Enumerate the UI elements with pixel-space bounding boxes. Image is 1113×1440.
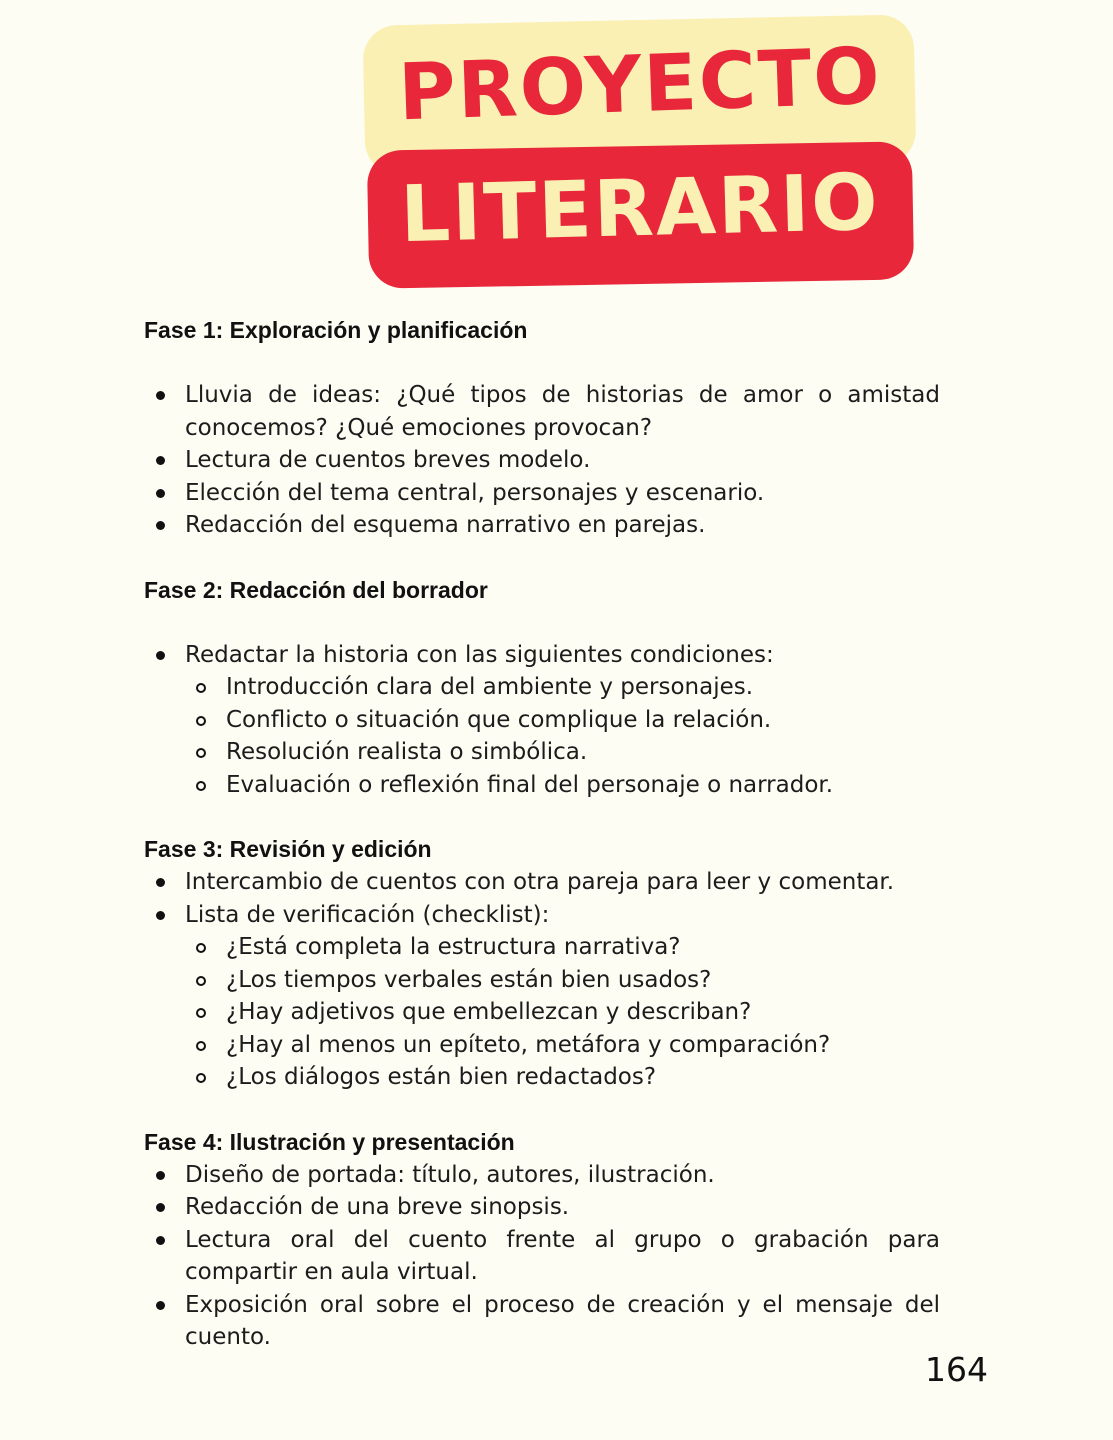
- sub-list: [185, 931, 940, 1094]
- list-item-text: Lista de verificación (checklist):: [185, 901, 550, 928]
- phase-3: [144, 833, 940, 1094]
- list-item: Intercambio de cuentos con otra pareja para leer y comentar.: [144, 866, 940, 899]
- sub-list-item: ¿Está completa la estructura narrativa?: [185, 931, 940, 964]
- phase-title: Fase 1: Exploración y planificación: [144, 317, 528, 343]
- phase-2: [144, 574, 940, 802]
- phase-1: [144, 314, 940, 542]
- title-line-1: PROYECTO: [396, 31, 884, 139]
- phase-title: Fase 3: Revisión y edición: [144, 836, 432, 862]
- sub-list-item: Introducción clara del ambiente y personajes.: [185, 671, 940, 704]
- title-line-2: LITERARIO: [399, 157, 881, 261]
- phase-list: [144, 866, 940, 1094]
- sub-list-item: ¿Los diálogos están bien redactados?: [185, 1061, 940, 1094]
- phase-title: Fase 4: Ilustración y presentación: [144, 1128, 515, 1155]
- list-item: Exposición oral sobre el proceso de creación y el mensaje del cuento.: [144, 1289, 940, 1354]
- sub-list: [185, 671, 940, 801]
- sub-list-item: Resolución realista o simbólica.: [185, 736, 940, 769]
- list-item: Redacción del esquema narrativo en parejas.: [144, 509, 940, 542]
- list-item: Diseño de portada: título, autores, ilustración.: [144, 1159, 940, 1192]
- list-item: Redacción de una breve sinopsis.: [144, 1191, 940, 1224]
- phase-list: [144, 1159, 940, 1354]
- sub-list-item: ¿Hay adjetivos que embellezcan y describan?: [185, 996, 940, 1029]
- list-item: Lectura de cuentos breves modelo.: [144, 444, 940, 477]
- list-item: Elección del tema central, personajes y escenario.: [144, 477, 940, 510]
- list-item: [144, 639, 940, 802]
- sub-list-item: Evaluación o reflexión final del personaje o narrador.: [185, 769, 940, 802]
- sub-list-item: ¿Hay al menos un epíteto, metáfora y comparación?: [185, 1029, 940, 1062]
- phase-4: [144, 1126, 940, 1354]
- sub-list-item: Conflicto o situación que complique la relación.: [185, 704, 940, 737]
- sub-list-item: ¿Los tiempos verbales están bien usados?: [185, 964, 940, 997]
- document-body: [144, 314, 940, 1354]
- phase-list: [144, 379, 940, 542]
- phase-title: Fase 2: Redacción del borrador: [144, 576, 488, 603]
- list-item: Lluvia de ideas: ¿Qué tipos de historias de amor o amistad conocemos? ¿Qué emociones provocan?: [144, 379, 940, 444]
- title-banner: [360, 18, 920, 293]
- list-item: Lectura oral del cuento frente al grupo o grabación para compartir en aula virtual.: [144, 1224, 940, 1289]
- list-item: [144, 899, 940, 1094]
- list-item-text: Redactar la historia con las siguientes condiciones:: [185, 641, 774, 668]
- phase-list: [144, 639, 940, 802]
- page-number: 164: [925, 1350, 988, 1389]
